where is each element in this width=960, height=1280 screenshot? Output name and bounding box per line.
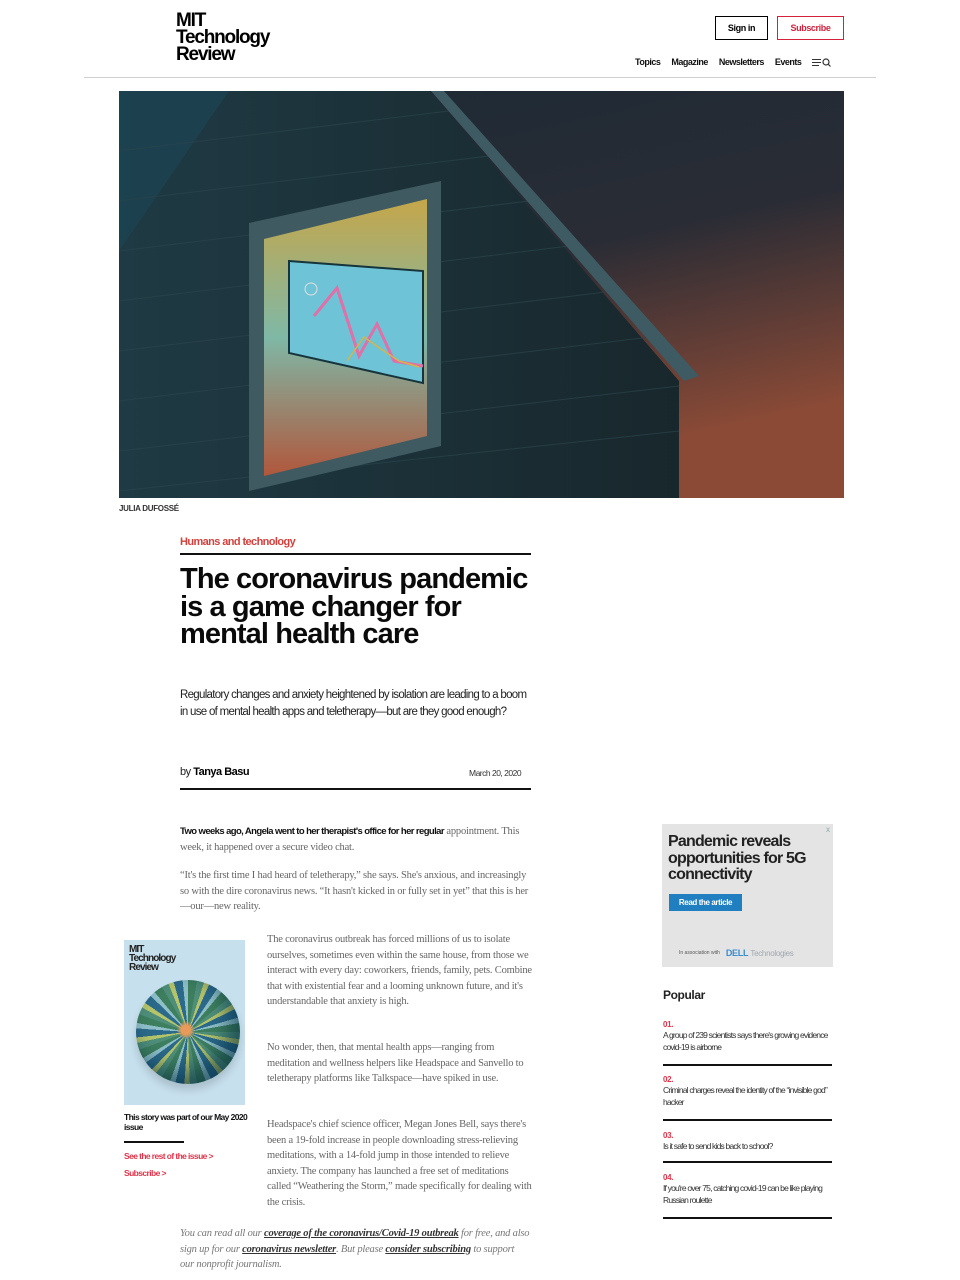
house-window-illustration [119, 91, 844, 498]
coverage-link[interactable]: coverage of the coronavirus/Covid-19 outbreak [264, 1228, 459, 1239]
site-header [84, 0, 876, 78]
logo-line: Review [176, 44, 235, 65]
brand-suffix: Technologies [750, 949, 794, 958]
consider-subscribing-link[interactable]: consider subscribing [385, 1243, 471, 1255]
paragraph [180, 824, 530, 855]
article-title: The coronavirus pandemic is a game changer for mental health care [180, 563, 528, 650]
issue-caption: This story was part of our May 2020 issue [124, 1112, 248, 1132]
logo-line: Review [129, 962, 159, 973]
logo-line: Technology [129, 953, 176, 964]
ad-close-icon[interactable]: x [826, 825, 830, 834]
note-text: for free, and also sign up for our [180, 1228, 530, 1255]
image-credit: JULIA DUFOSSÉ [119, 504, 179, 513]
note-text: You can read all our [180, 1228, 264, 1239]
author-link[interactable]: Tanya Basu [193, 766, 250, 778]
divider [124, 1141, 184, 1143]
logo-line: MIT [129, 944, 144, 955]
dell-logo [726, 948, 794, 958]
ad-sponsor [679, 948, 793, 958]
popular-headline[interactable]: If you're over 75, catching covid-19 can be like playing Russian roulette [663, 1183, 823, 1205]
nav-newsletters[interactable]: Newsletters [718, 57, 764, 67]
popular-heading: Popular [663, 988, 705, 1002]
signin-button[interactable]: Sign in [715, 16, 768, 40]
lead-in: Two weeks ago, Angela went to her therapist's office for her regular [180, 826, 444, 837]
byline-prefix: by [180, 766, 191, 778]
hero-image [119, 91, 844, 498]
divider [663, 1064, 832, 1066]
popular-rank: 03. [663, 1131, 674, 1140]
magazine-cover[interactable] [124, 940, 245, 1105]
article-dek: Regulatory changes and anxiety heightened by isolation are leading to a boom in use of mental health apps and teletherapy—but are they good enough? [180, 689, 527, 718]
divider [180, 553, 531, 555]
swirl-globe-image [136, 980, 240, 1084]
popular-item[interactable] [663, 1020, 832, 1053]
newsletter-link[interactable]: coronavirus newsletter [242, 1243, 337, 1255]
nav-magazine[interactable]: Magazine [671, 57, 708, 67]
coverage-note [180, 1226, 530, 1273]
sponsored-ad[interactable] [662, 824, 833, 967]
subscribe-button[interactable]: Subscribe [777, 16, 844, 40]
topic-link[interactable]: Humans and technology [180, 536, 296, 548]
main-nav [635, 57, 831, 67]
popular-item[interactable] [663, 1173, 832, 1206]
popular-item[interactable] [663, 1075, 832, 1108]
divider [663, 1119, 832, 1121]
site-logo[interactable] [176, 12, 269, 63]
popular-headline[interactable]: A group of 239 scientists says there's growing evidence covid-19 is airborne [663, 1030, 828, 1052]
nav-events[interactable]: Events [774, 57, 802, 67]
brand-name: DELL [725, 948, 749, 958]
nav-topics[interactable]: Topics [635, 57, 661, 67]
divider [663, 1161, 832, 1163]
divider [663, 1217, 832, 1219]
logo-line: MIT [176, 10, 206, 31]
note-text: . But please [336, 1243, 386, 1255]
paragraph: No wonder, then, that mental health apps—ranging from meditation and wellness helpers like Headspace and Sanvello to teletherapy platforms like Talkspace—have spiked in use. [267, 1042, 524, 1084]
ad-title: Pandemic reveals opportunities for 5G connectivity [668, 833, 806, 883]
popular-rank: 01. [663, 1020, 674, 1029]
subscribe-link[interactable]: Subscribe > [124, 1168, 166, 1178]
see-issue-link[interactable]: See the rest of the issue > [124, 1151, 213, 1161]
assoc-label: In association with [679, 950, 720, 956]
popular-headline[interactable]: Criminal charges reveal the identity of the “invisible god” hacker [663, 1085, 827, 1107]
note-text: to support our nonprofit journalism. [180, 1243, 515, 1270]
search-icon [822, 58, 831, 67]
paragraph-text: appointment. This week, it happened over a secure video chat. [180, 826, 520, 853]
paragraph: Headspace's chief science officer, Megan Jones Bell, says there's been a 19-fold increase in people downloading stress-relieving meditations, with a 14-fold jump in those intended to relieve anxiety. The company has launched a free set of meditations called “Weathering the Storm,” made specifically for dealing with the crisis. [267, 1119, 532, 1208]
publish-date: March 20, 2020 [469, 768, 522, 778]
menu-search-button[interactable] [812, 58, 831, 67]
popular-headline[interactable]: Is it safe to send kids back to school? [663, 1141, 773, 1151]
popular-item[interactable] [663, 1131, 832, 1152]
read-article-button[interactable]: Read the article [669, 894, 742, 911]
popular-rank: 04. [663, 1173, 674, 1182]
popular-rank: 02. [663, 1075, 674, 1084]
paragraph: The coronavirus outbreak has forced millions of us to isolate ourselves, sometimes even within the same house, from those we interact with every day: coworkers, friends, family, pets. Combine that with existential fear and a looming unknown future, and it's understandable that anxiety is high. [267, 934, 532, 1007]
byline [180, 766, 249, 778]
divider [180, 788, 531, 790]
hamburger-icon [812, 58, 821, 66]
paragraph: “It's the first time I had heard of teletherapy,” she says. She's anxious, and increasingly so with the dire coronavirus news. “It hasn't kicked in or fully set in yet” that this is her—our—new reality. [180, 870, 529, 912]
cover-logo [129, 945, 175, 972]
logo-line: Technology [176, 27, 270, 48]
